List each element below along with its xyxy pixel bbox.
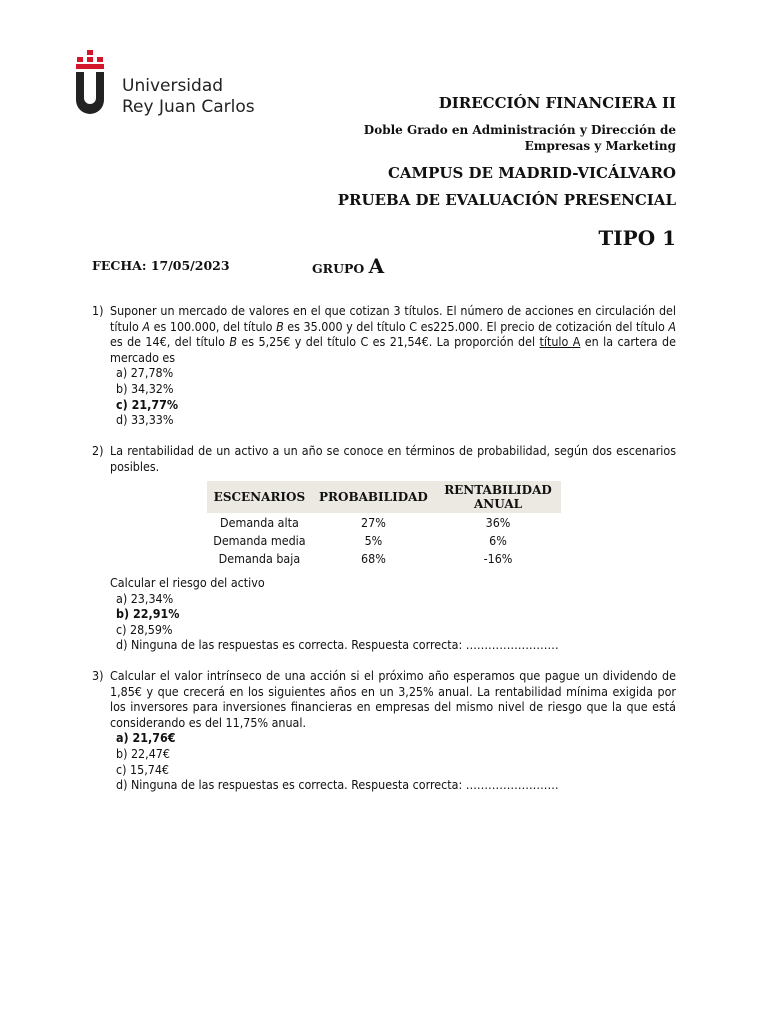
group-value: A: [368, 254, 385, 278]
question-number: 1): [92, 303, 104, 318]
question-text: Suponer un mercado de valores en el que cotizan 3 títulos. El número de acciones en circulación del título A es 100.000, del título B es 35.000 y del título C es225.000. El precio de cotización del título A es de 14€, del título B es 5,25€ y del título C es 21,54€. La proporción del título A en la cartera de mercado es: [110, 303, 677, 365]
answer-option: a) 23,34%: [116, 590, 174, 606]
table-cell: 68%: [361, 550, 386, 566]
degree-line2: Empresas y Marketing: [524, 139, 676, 153]
crown-icon: [76, 50, 104, 69]
question-number: 3): [92, 668, 104, 683]
answer-option: a) 27,78%: [116, 365, 174, 381]
answer-option: d) Ninguna de las respuestas es correcta. Respuesta correcta: …………………….: [116, 777, 559, 793]
exam-date: FECHA: 17/05/2023: [92, 258, 230, 273]
table-row: [207, 531, 561, 549]
group-label: GRUPO: [312, 261, 365, 276]
exam-type: TIPO 1: [598, 226, 676, 250]
scenarios-table: [207, 481, 561, 567]
answer-option: d) Ninguna de las respuestas es correcta. Respuesta correcta: …………………….: [116, 637, 559, 653]
campus-title: CAMPUS DE MADRID-VICÁLVARO: [387, 164, 676, 182]
table-header: PROBABILIDAD: [312, 481, 435, 513]
table-header-row: [207, 481, 561, 513]
table-row: [207, 513, 561, 531]
question-3: [92, 668, 676, 793]
answer-option: c) 28,59%: [116, 621, 173, 637]
exam-title: PRUEBA DE EVALUACIÓN PRESENCIAL: [337, 191, 676, 209]
question-text: La rentabilidad de un activo a un año se conoce en términos de probabilidad, según dos escenarios posibles.: [110, 443, 676, 474]
answer-option: d) 33,33%: [116, 412, 174, 428]
answer-option-correct: a) 21,76€: [116, 730, 176, 746]
university-name: [122, 76, 255, 118]
question-number: 2): [92, 443, 104, 458]
question-2: [92, 443, 676, 474]
table-cell: 36%: [485, 514, 511, 530]
table-cell: 5%: [364, 532, 383, 548]
answer-option-correct: c) 21,77%: [116, 396, 179, 412]
table-cell: Demanda baja: [218, 550, 301, 566]
degree-line1: Doble Grado en Administración y Dirección de: [363, 123, 676, 137]
table-header: RENTABILIDAD ANUAL: [435, 481, 561, 513]
question-text: Calcular el valor intrínseco de una acción si el próximo año esperamos que pague un dividendo de 1,85€ y que crecerá en los siguientes años en un 3,25% anual. La rentabilidad mínima exigida por los inversores para inversiones financieras en empresas del mismo nivel de riesgo que la que está considerando es del 11,75% anual.: [110, 668, 676, 730]
exam-group: [312, 254, 384, 278]
subject-title: DIRECCIÓN FINANCIERA II: [438, 94, 676, 112]
table-cell: 6%: [489, 532, 507, 548]
table-cell: Demanda alta: [220, 514, 299, 530]
table-cell: 27%: [361, 514, 386, 530]
table-header: ESCENARIOS: [207, 481, 312, 513]
table-cell: Demanda media: [213, 532, 306, 548]
degree-title: [364, 122, 676, 154]
table-row: [207, 549, 561, 567]
question-2-answers: [92, 575, 676, 653]
answer-option: b) 22,47€: [116, 745, 170, 761]
question-prompt: Calcular el riesgo del activo: [110, 575, 265, 590]
university-line1: Universidad: [122, 76, 224, 96]
question-1: [92, 303, 676, 428]
u-letter-icon: [76, 72, 104, 114]
university-line2: Rey Juan Carlos: [122, 97, 255, 117]
answer-option: b) 34,32%: [116, 380, 174, 396]
table-cell: -16%: [483, 550, 513, 566]
answer-option-correct: b) 22,91%: [116, 606, 180, 622]
answer-option: c) 15,74€: [116, 761, 170, 777]
